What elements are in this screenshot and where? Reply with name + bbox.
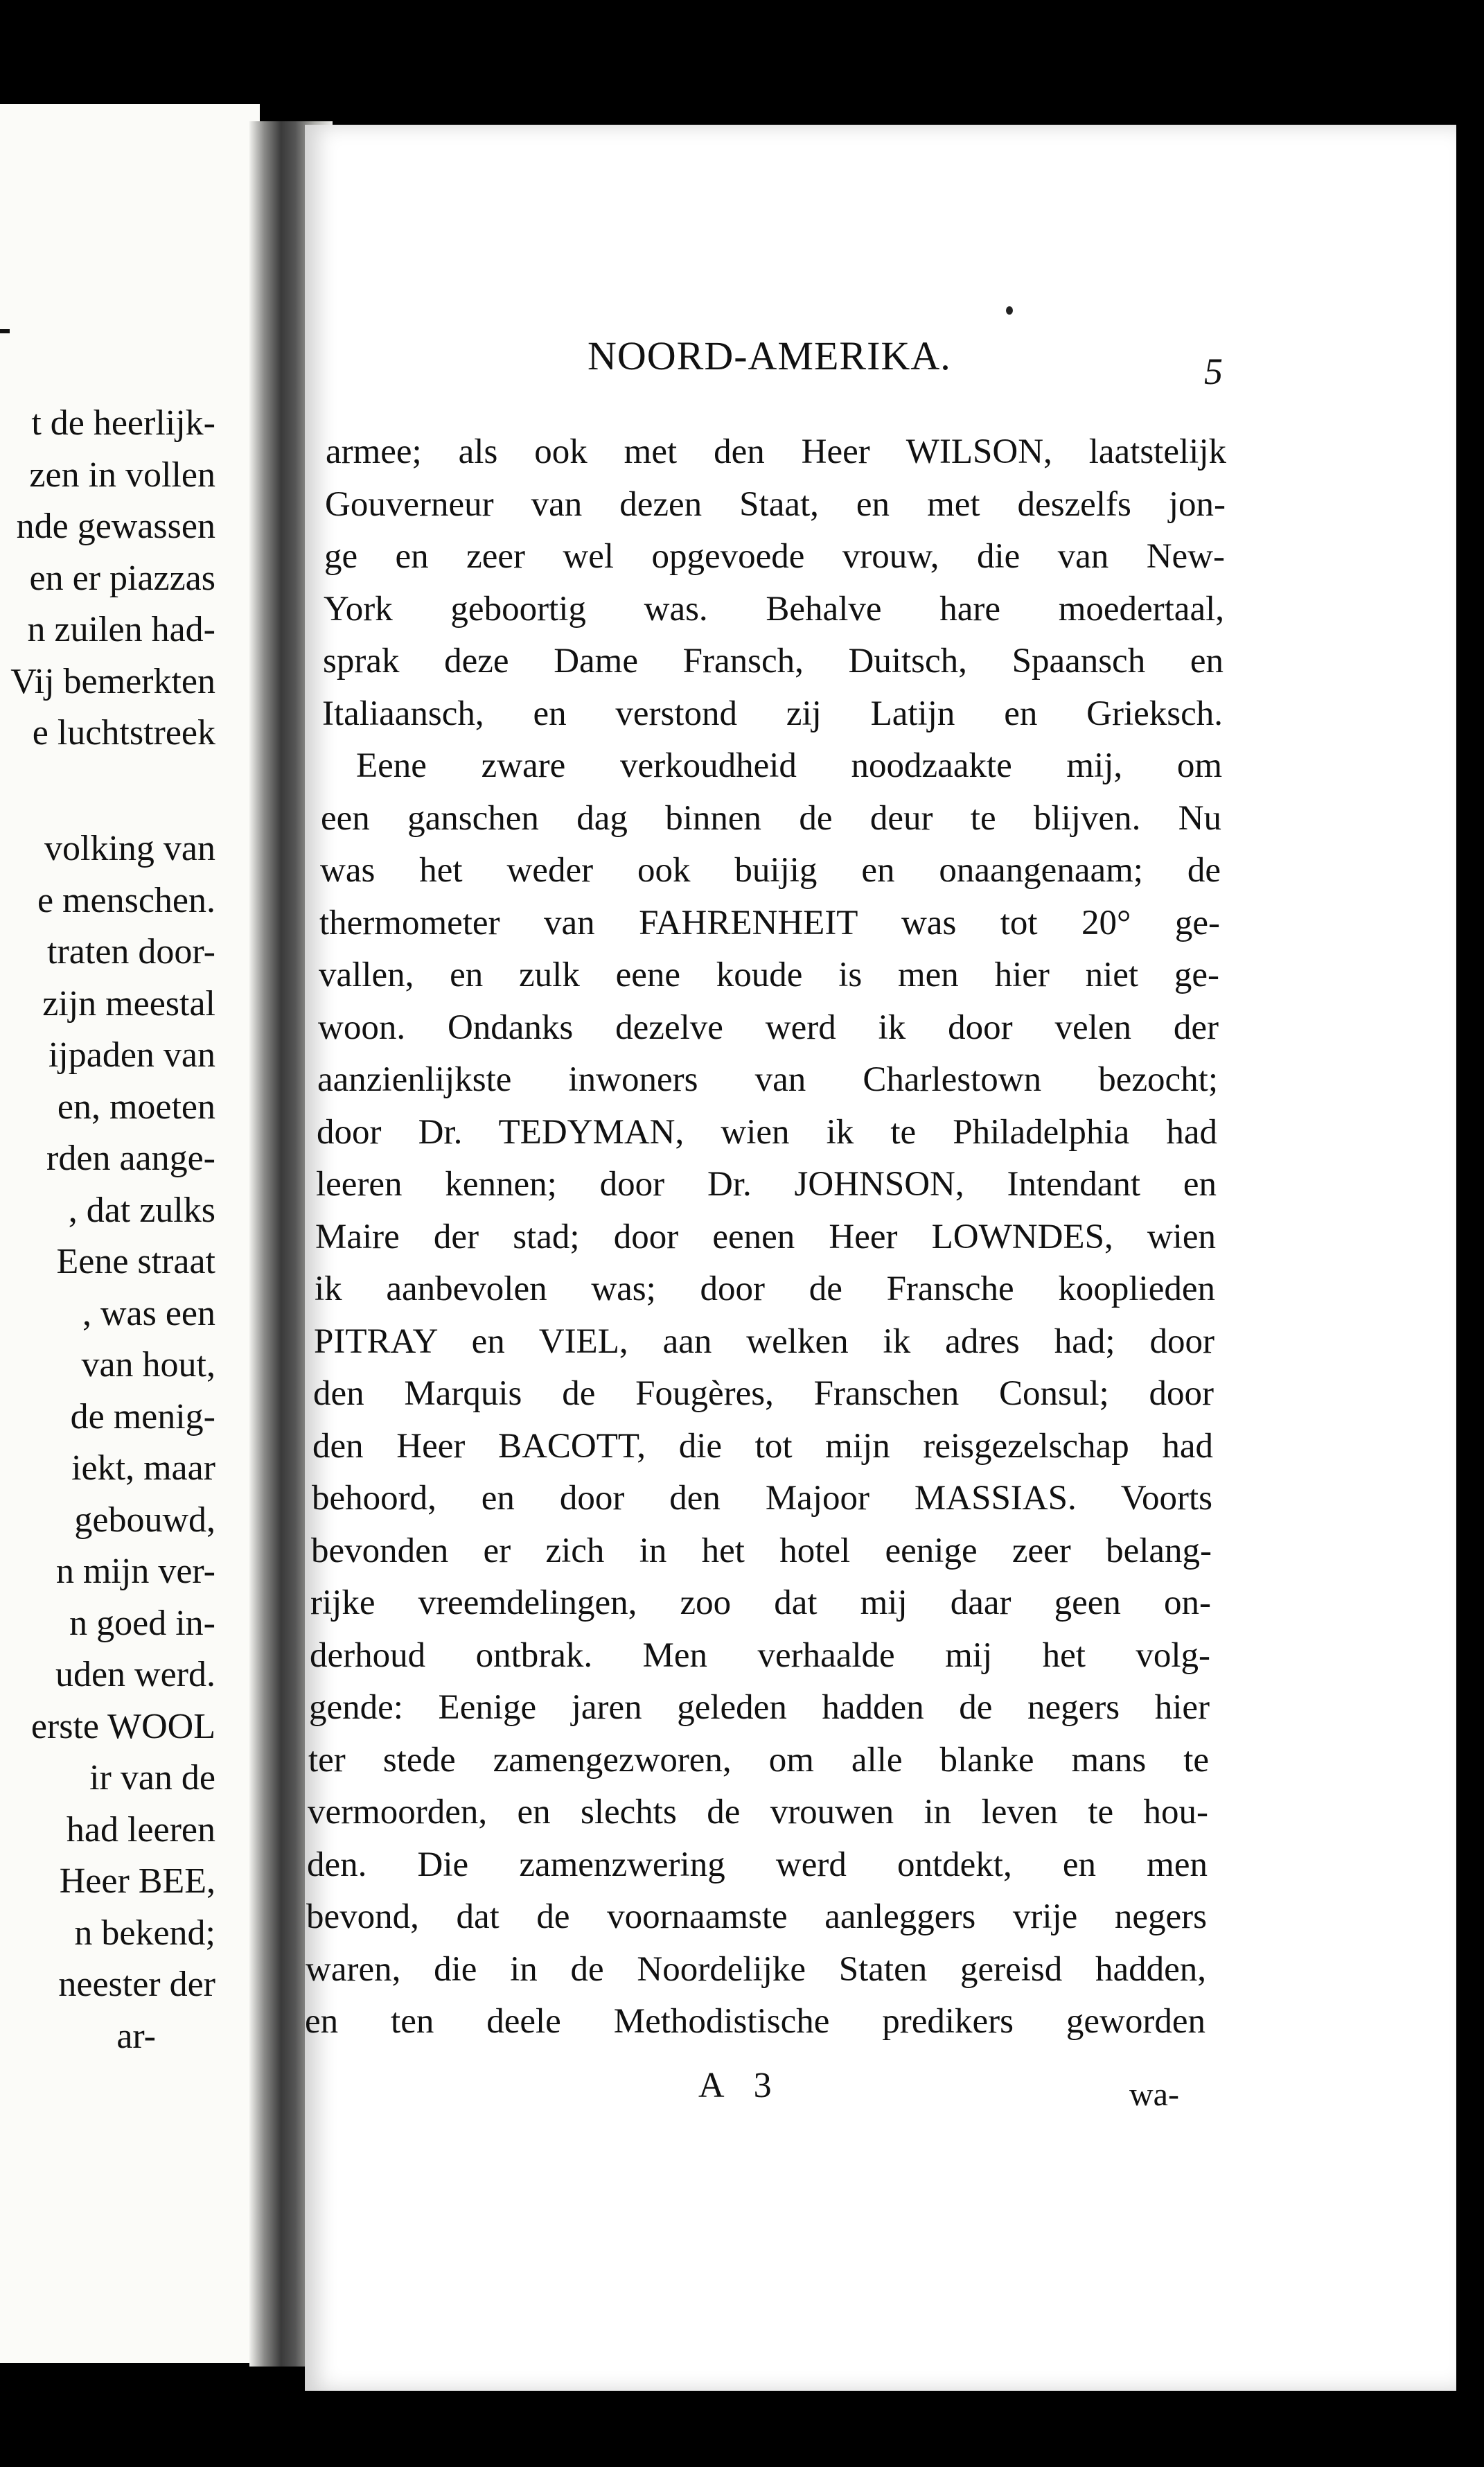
body-line: thermometer van FAHRENHEIT was tot 20° ge- xyxy=(319,903,1220,942)
body-line: rijke vreemdelingen, zoo dat mij daar geen on- xyxy=(310,1583,1211,1622)
body-line: behoord, en door den Majoor MASSIAS. Voorts xyxy=(312,1479,1212,1518)
left-page-line: n goed in- xyxy=(69,1603,215,1643)
left-page-line: n zuilen had- xyxy=(27,610,215,649)
left-page-line: ar- xyxy=(116,2016,156,2056)
catchword: wa- xyxy=(1129,2076,1179,2113)
body-line: bevond, dat de voornaamste aanleggers vrije negers xyxy=(306,1897,1207,1936)
body-line: ter stede zamengezworen, om alle blanke mans te xyxy=(308,1740,1209,1780)
left-page-line: ijpaden van xyxy=(48,1035,215,1075)
body-line: derhoud ontbrak. Men verhaalde mij het volg- xyxy=(310,1635,1210,1675)
signature-mark: A 3 xyxy=(698,2066,783,2105)
page-number: 5 xyxy=(1204,351,1223,392)
left-page-line: had leeren xyxy=(66,1809,215,1850)
left-page-line: Heer BEE, xyxy=(59,1861,215,1901)
left-page-line: en er piazzas xyxy=(29,558,215,598)
body-line: sprak deze Dame Fransch, Duitsch, Spaansch en xyxy=(323,642,1224,681)
body-line: aanzienlijkste inwoners van Charlestown bezocht; xyxy=(317,1060,1218,1099)
body-line: een ganschen dag binnen de deur te blijven. Nu xyxy=(321,798,1221,838)
left-page-line: e luchtstreek xyxy=(32,713,215,753)
body-line: York geboortig was. Behalve hare moedertaal, xyxy=(324,589,1224,629)
left-page-line: rden aange- xyxy=(46,1139,215,1178)
right-page xyxy=(305,125,1456,2391)
body-line: ge en zeer wel opgevoede vrouw, die van New- xyxy=(324,537,1225,576)
left-page-line: n mijn ver- xyxy=(55,1552,215,1591)
left-page-line: zen in vollen xyxy=(29,455,215,495)
left-page-line: , dat zulks xyxy=(68,1190,215,1230)
body-line: ik aanbevolen was; door de Fransche kooplieden xyxy=(315,1270,1215,1308)
left-page-line: gebouwd, xyxy=(74,1500,215,1540)
body-line: Maire der stad; door eenen Heer LOWNDES, wien xyxy=(315,1217,1216,1256)
left-page-line: , was een xyxy=(82,1293,215,1333)
body-line: bevonden er zich in het hotel eenige zeer belang- xyxy=(311,1531,1212,1570)
left-page-edge-mark xyxy=(0,329,10,333)
running-head: NOORD-AMERIKA. xyxy=(588,333,951,378)
body-line: vallen, en zulk eene koude is men hier niet ge- xyxy=(319,956,1219,994)
body-line: en ten deele Methodistische predikers geworden xyxy=(305,2002,1205,2041)
body-line: Gouverneur van dezen Staat, en met deszelfs jon- xyxy=(325,484,1226,524)
left-page-line: erste WOOL xyxy=(30,1706,215,1746)
body-line: gende: Eenige jaren geleden hadden de negers hier xyxy=(309,1688,1210,1727)
left-page-line: uden werd. xyxy=(55,1655,215,1694)
left-page-line: ir van de xyxy=(89,1758,215,1798)
left-page xyxy=(0,104,260,2363)
body-text xyxy=(305,125,1456,2391)
body-line: door Dr. TEDYMAN, wien ik te Philadelphia had xyxy=(317,1112,1217,1152)
left-page-line: traten door- xyxy=(47,932,215,972)
ink-speck xyxy=(1006,306,1013,315)
left-page-line: en, moeten xyxy=(57,1087,215,1127)
body-line: den Heer BACOTT, die tot mijn reisgezelschap had xyxy=(312,1426,1213,1466)
body-line: armee; als ook met den Heer WILSON, laatstelijk xyxy=(326,432,1226,471)
left-page-line: nde gewassen xyxy=(16,507,215,546)
left-page-line: n bekend; xyxy=(74,1913,215,1953)
body-line: was het weder ook buijig en onaangenaam; de xyxy=(320,851,1221,890)
body-line: Eene zware verkoudheid noodzaakte mij, om xyxy=(356,746,1222,785)
left-page-line: e menschen. xyxy=(37,880,215,920)
body-line: den Marquis de Fougères, Franschen Consul; door xyxy=(313,1374,1214,1413)
left-page-line: t de heerlijk- xyxy=(31,403,215,443)
left-page-line: de menig- xyxy=(70,1396,215,1437)
body-line: den. Die zamenzwering werd ontdekt, en men xyxy=(307,1845,1208,1884)
left-page-line: van hout, xyxy=(81,1345,215,1385)
left-page-line: Vij bemerkten xyxy=(10,661,215,701)
left-page-line: neester der xyxy=(58,1965,215,2004)
body-line: PITRAY en VIEL, aan welken ik adres had; door xyxy=(314,1322,1214,1361)
body-line: woon. Ondanks dezelve werd ik door velen der xyxy=(318,1008,1219,1047)
body-line: leeren kennen; door Dr. JOHNSON, Intendant en xyxy=(316,1165,1217,1204)
left-page-line: volking van xyxy=(44,829,215,868)
left-page-line: iekt, maar xyxy=(71,1448,215,1488)
body-line: Italiaansch, en verstond zij Latijn en Grieksch. xyxy=(322,694,1223,733)
left-page-line: zijn meestal xyxy=(42,983,215,1024)
left-page-line: Eene straat xyxy=(56,1242,215,1281)
body-line: vermoorden, en slechts de vrouwen in leven te hou- xyxy=(308,1793,1208,1832)
body-line: waren, die in de Noordelijke Staten gereisd hadden, xyxy=(306,1949,1206,1989)
